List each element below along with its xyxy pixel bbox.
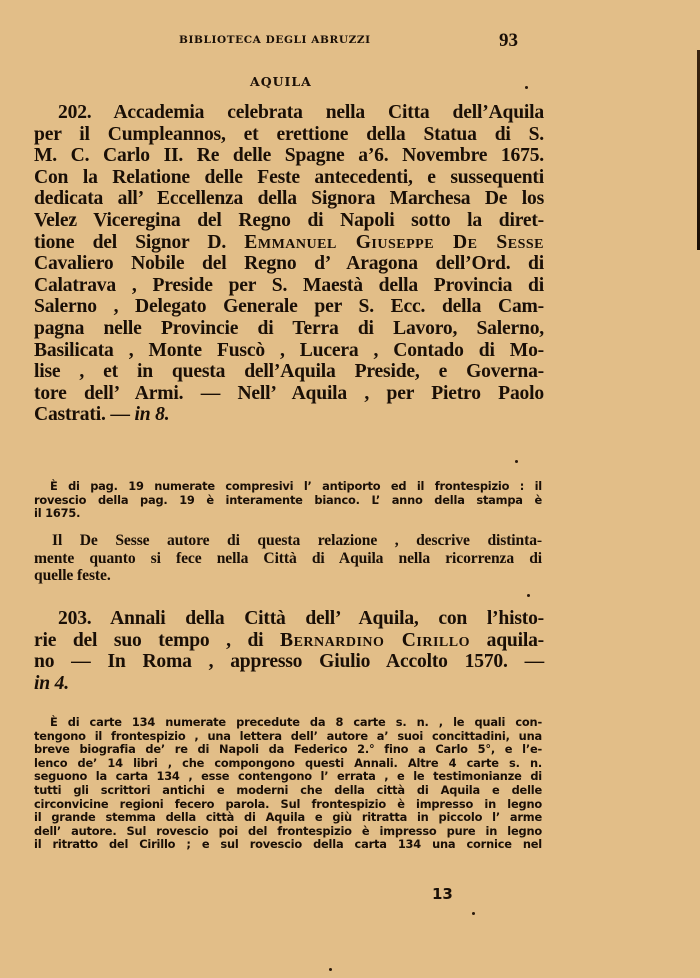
book-format: in 4. <box>34 672 69 694</box>
entry-202-line: Salerno , Delegato Generale per S. Ecc. della Cam- <box>34 296 544 318</box>
entry-202-text: Castrati. — <box>34 404 135 426</box>
note-line: Il De Sesse autore di questa relazione , descrive distinta- <box>52 532 542 549</box>
entry-203-text: rie del suo tempo , di <box>34 629 264 651</box>
author-name: Emmanuel Giuseppe De Sesse <box>244 231 545 253</box>
entry-202-line: Calatrava , Preside per S. Maestà della Provincia di <box>34 274 544 296</box>
page-number: 93 <box>499 30 518 51</box>
entry-202-line: pagna nelle Provincie di Terra di Lavoro, Salerno, <box>34 317 544 339</box>
note-line: il grande stemma della città di Aquila e giù ritratta in piccolo l’ arme <box>34 810 542 825</box>
note-line: rovescio della pag. 19 è interamente bianco. L’ anno della stampa è <box>34 492 542 507</box>
note-line: tutti gli scrittori antichi e moderni che della città di Aquila e delle <box>34 782 542 797</box>
note-line: il 1675. <box>34 506 81 521</box>
entry-203 <box>34 608 544 694</box>
entry-202-line: tore dell’ Armi. — Nell’ Aquila , per Pietro Paolo <box>34 382 544 404</box>
note-202-b <box>34 532 542 585</box>
entry-202-text: tione del Signor D. <box>34 231 227 253</box>
note-line: breve biografia de’ re di Napoli da Federico 2.° fino a Carlo 5°, e l’e- <box>34 742 542 757</box>
note-line: il ritratto del Cirillo ; e sul rovescio della carta 134 una cornice nel <box>34 837 542 852</box>
note-line: mente quanto si fece nella Città di Aquila nella ricorrenza di <box>34 549 542 567</box>
entry-202-line: M. C. Carlo II. Re delle Spagne a’6. Novembre 1675. <box>34 145 544 167</box>
section-title: AQUILA <box>250 74 312 89</box>
note-line: lenco de’ 14 libri , che compongono questi Annali. Altre 4 carte s. n. <box>34 755 542 770</box>
entry-202-line: Cavaliero Nobile del Regno d’ Aragona dell’Ord. di <box>34 253 544 275</box>
entry-202-line <box>34 404 544 426</box>
note-line: circonvicine regioni fecero parola. Sul frontespizio è impresso in legno <box>34 796 542 811</box>
entry-202-line: 202. Accademia celebrata nella Citta dell’Aquila <box>58 102 544 123</box>
entry-203-text: aquila- <box>486 629 544 651</box>
note-line: tengono il frontespizio , una lettera dell’ autore a’ suoi concittadini, una <box>34 728 542 743</box>
ink-speck <box>525 86 528 89</box>
entry-202-line: Velez Viceregina del Regno di Napoli sotto la diret- <box>34 209 544 231</box>
signature-mark: 13 <box>432 885 453 903</box>
entry-202-line: Basilicata , Monte Fuscò , Lucera , Contado di Mo- <box>34 339 544 361</box>
entry-203-line: 203. Annali della Città dell’ Aquila, con l’histo- <box>58 608 544 629</box>
author-name: Bernardino Cirillo <box>280 629 470 651</box>
note-line: È di pag. 19 numerate compresivi l’ antiporto ed il frontespizio : il <box>50 479 542 493</box>
entry-203-line <box>34 630 544 652</box>
entry-202 <box>34 102 544 426</box>
entry-202-line: dedicata all’ Eccellenza della Signora Marchesa De los <box>34 188 544 210</box>
entry-202-line: Con la Relatione delle Feste antecedenti, e sussequenti <box>34 166 544 188</box>
book-format: in 8. <box>134 404 170 426</box>
entry-202-line <box>34 232 544 254</box>
entry-202-line: lise , et in questa dell’Aquila Preside, e Governa- <box>34 361 544 383</box>
ink-speck <box>472 912 475 915</box>
note-line: È di carte 134 numerate precedute da 8 carte s. n. , le quali con- <box>50 715 542 729</box>
ink-speck <box>329 968 332 971</box>
entry-203-line: no — In Roma , appresso Giulio Accolto 1570. — <box>34 651 544 673</box>
ink-speck <box>515 460 518 463</box>
running-head: BIBLIOTECA DEGLI ABRUZZI <box>179 34 371 46</box>
ink-speck <box>527 594 530 597</box>
note-202 <box>34 480 542 521</box>
entry-202-line: per il Cumpleannos, et erettione della Statua di S. <box>34 123 544 145</box>
note-line: seguono la carta 134 , esse contengono l’ errata , e le testimonianze di <box>34 769 542 784</box>
note-203 <box>34 716 542 852</box>
note-line: dell’ autore. Sul rovescio poi del frontespizio è impresso pure in legno <box>34 823 542 838</box>
note-line: quelle feste. <box>34 567 111 585</box>
